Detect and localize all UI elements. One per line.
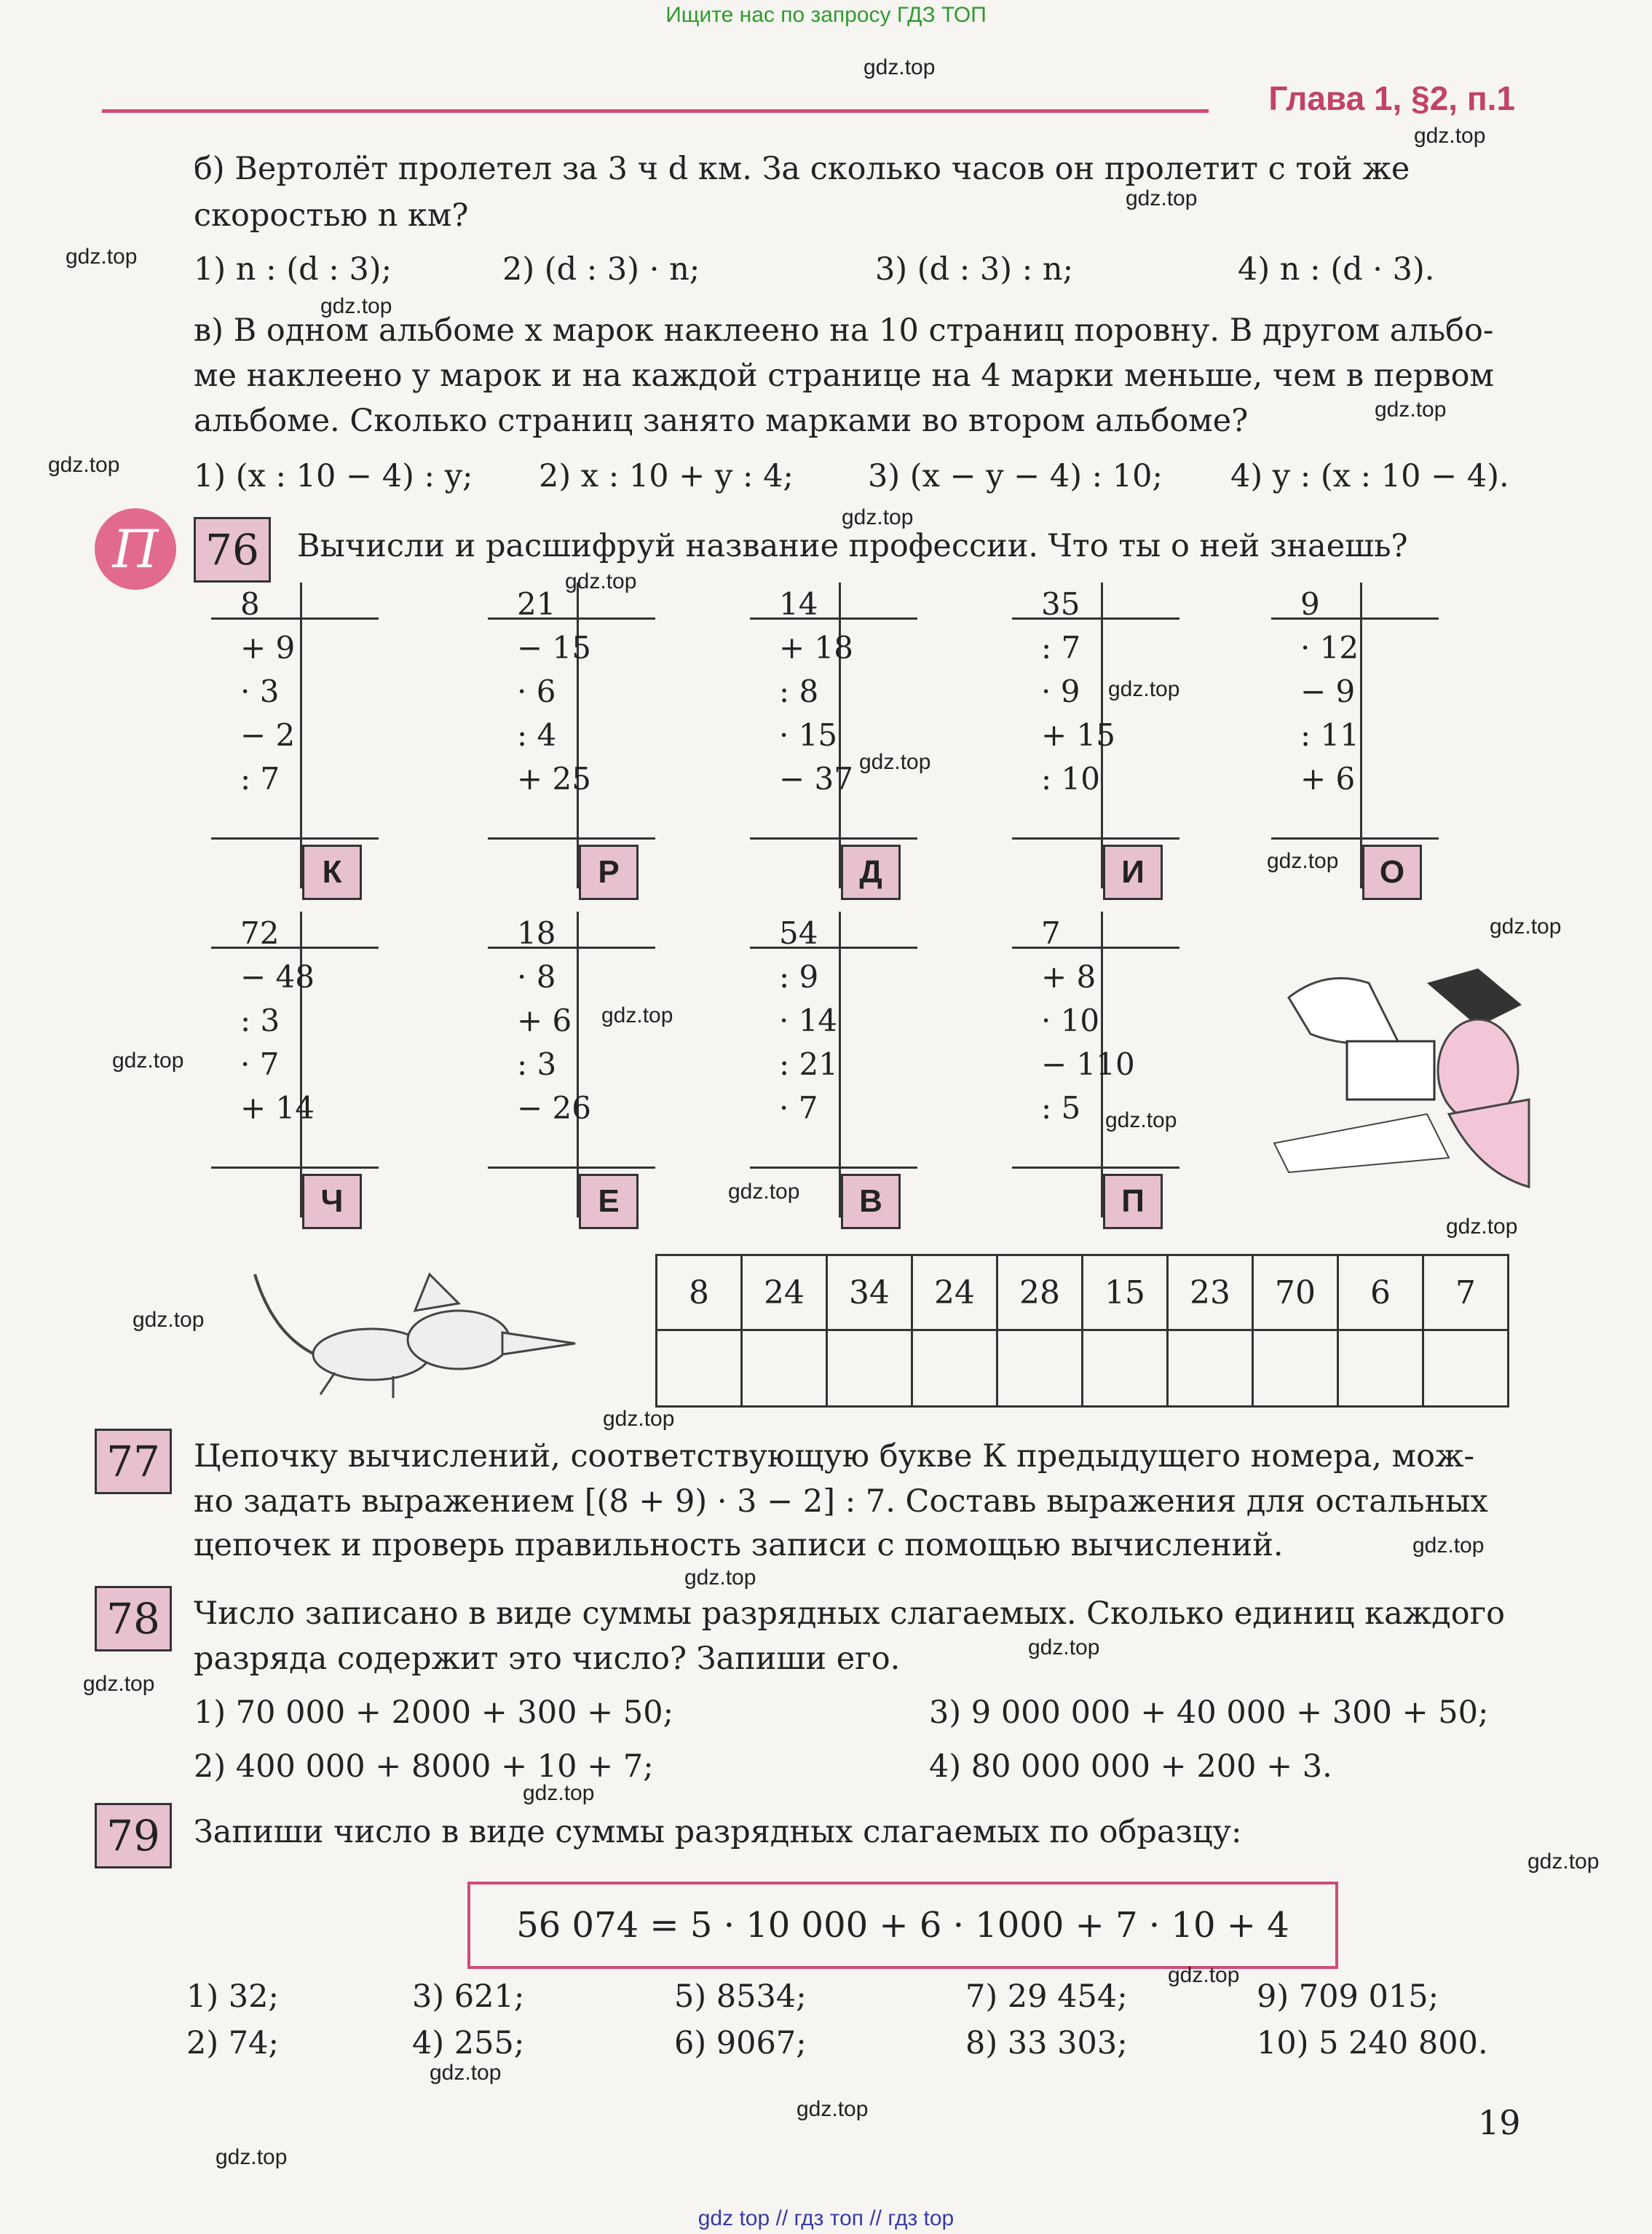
chain-p-letter: П <box>1103 1174 1163 1229</box>
chain-o-letter: О <box>1362 845 1422 900</box>
task-77-line2: но задать выражением [(8 + 9) · 3 − 2] : 7. Составь выражения для остальных <box>194 1483 1488 1520</box>
chain-v-step: 54 <box>779 915 818 951</box>
chain-p <box>1012 912 1179 1276</box>
task-78-number: 78 <box>95 1586 172 1651</box>
watermark: gdz.top <box>1168 1963 1240 1987</box>
chain-i-step: · 9 <box>1041 674 1080 709</box>
watermark: gdz.top <box>1414 124 1486 148</box>
watermark: gdz.top <box>112 1049 184 1073</box>
chain-o-step: − 9 <box>1300 674 1356 709</box>
header-rule <box>102 109 1209 113</box>
answer-number-cell: 28 <box>997 1255 1083 1330</box>
chain-r-step: − 15 <box>517 630 591 666</box>
task-b-opt2: 2) (d : 3) · n; <box>502 251 700 288</box>
watermark: gdz.top <box>603 1407 675 1431</box>
chain-p-step: : 5 <box>1041 1090 1081 1126</box>
chain-o <box>1271 583 1439 947</box>
answer-table <box>655 1254 1509 1408</box>
chain-k-step: 8 <box>240 586 260 622</box>
task-79-item: 6) 9067; <box>674 2025 807 2061</box>
watermark: gdz.top <box>863 55 936 79</box>
answer-number-cell: 23 <box>1168 1255 1253 1330</box>
chain-i-step: : 7 <box>1041 630 1081 666</box>
chain-r-letter: Р <box>579 845 639 900</box>
task-78-line1: Число записано в виде суммы разрядных слагаемых. Сколько единиц каждого <box>194 1595 1506 1632</box>
chain-d-step: 14 <box>779 586 818 622</box>
task-79-number: 79 <box>95 1803 172 1868</box>
chain-o-step: : 11 <box>1300 717 1359 753</box>
watermark: gdz.top <box>1412 1534 1485 1558</box>
task-77-line1: Цепочку вычислений, соответствующую букве К предыдущего номера, мож- <box>194 1438 1475 1475</box>
chain-d-step: + 18 <box>779 630 853 666</box>
task-78-line2: разряда содержит это число? Запиши его. <box>194 1641 901 1677</box>
chain-i-step: 35 <box>1041 586 1080 622</box>
watermark: gdz.top <box>842 505 914 529</box>
chain-v-step: · 7 <box>779 1090 818 1126</box>
chain-p-step: + 8 <box>1041 959 1096 995</box>
chain-e <box>488 912 655 1276</box>
chapter-heading: Глава 1, §2, п.1 <box>1268 79 1515 117</box>
chain-r <box>488 583 655 947</box>
chain-r-step: : 4 <box>517 717 557 753</box>
answer-number-cell: 34 <box>827 1255 912 1330</box>
watermark: gdz.top <box>565 569 637 593</box>
chain-ch-letter: Ч <box>302 1174 362 1229</box>
watermark: gdz.top <box>1108 677 1180 701</box>
task-78-item1: 1) 70 000 + 2000 + 300 + 50; <box>194 1694 674 1731</box>
cat-typewriter-illustration <box>1260 954 1536 1194</box>
task-79-item: 2) 74; <box>186 2025 280 2061</box>
chain-e-step: + 6 <box>517 1003 572 1038</box>
chain-r-step: + 25 <box>517 761 591 797</box>
chain-e-letter: Е <box>579 1174 639 1229</box>
task-v-opt4: 4) y : (x : 10 − 4). <box>1230 458 1509 494</box>
chain-i-step: + 15 <box>1041 717 1115 753</box>
chain-ch-step: + 14 <box>240 1090 315 1126</box>
watermark: gdz.top <box>684 1566 756 1590</box>
watermark: gdz.top <box>1527 1850 1600 1874</box>
task-78-item2: 2) 400 000 + 8000 + 10 + 7; <box>194 1748 654 1785</box>
chain-i-step: : 10 <box>1041 761 1100 797</box>
chain-d-step: · 15 <box>779 717 838 753</box>
chain-d-step: : 8 <box>779 674 819 709</box>
chain-r-step: 21 <box>517 586 556 622</box>
task-76-number: 76 <box>194 517 271 583</box>
sample-expression-box: 56 074 = 5 · 10 000 + 6 · 1000 + 7 · 10 + 4 <box>467 1882 1338 1969</box>
answer-number-cell: 6 <box>1338 1255 1423 1330</box>
task-79-item: 5) 8534; <box>674 1978 807 2015</box>
chain-ch <box>211 912 379 1276</box>
chain-e-step: − 26 <box>517 1090 591 1126</box>
answer-number-cell: 24 <box>742 1255 827 1330</box>
watermark: gdz.top <box>1490 915 1562 939</box>
task-79-item: 1) 32; <box>186 1978 280 2015</box>
task-77-line3: цепочек и проверь правильность записи с помощью вычислений. <box>194 1527 1284 1563</box>
page-number: 19 <box>1478 2103 1521 2142</box>
chain-v-step: : 9 <box>779 959 819 995</box>
answer-number-cell: 15 <box>1083 1255 1168 1330</box>
watermark: gdz.top <box>48 453 120 477</box>
task-78-item3: 3) 9 000 000 + 40 000 + 300 + 50; <box>929 1694 1489 1731</box>
chain-ch-step: − 48 <box>240 959 315 995</box>
chain-ch-step: : 3 <box>240 1003 280 1038</box>
task-77-number: 77 <box>95 1429 172 1494</box>
watermark: gdz.top <box>601 1003 673 1027</box>
task-79-item: 4) 255; <box>412 2025 525 2061</box>
chain-v-step: : 21 <box>779 1046 838 1082</box>
watermark: gdz.top <box>216 2145 288 2169</box>
task-b-opt4: 4) n : (d · 3). <box>1238 251 1435 288</box>
answer-number-cell: 7 <box>1423 1255 1509 1330</box>
top-banner: Ищите нас по запросу ГДЗ ТОП <box>665 3 987 27</box>
chain-ch-step: · 7 <box>240 1046 280 1082</box>
task-v-line1: в) В одном альбоме x марок наклеено на 10 страниц поровну. В другом альбо- <box>194 312 1494 349</box>
task-b-line2: скоростью n км? <box>194 197 469 234</box>
watermark: gdz.top <box>797 2097 869 2121</box>
chain-p-step: · 10 <box>1041 1003 1100 1038</box>
task-79-item: 7) 29 454; <box>965 1978 1128 2015</box>
watermark: gdz.top <box>66 245 138 269</box>
chain-e-step: · 8 <box>517 959 556 995</box>
chain-k <box>211 583 379 947</box>
chain-k-letter: К <box>302 845 362 900</box>
task-v-line3: альбоме. Сколько страниц занято марками во втором альбоме? <box>194 403 1249 439</box>
task-78-item4: 4) 80 000 000 + 200 + 3. <box>929 1748 1332 1785</box>
watermark: gdz.top <box>1267 849 1339 873</box>
chain-p-step: − 110 <box>1041 1046 1135 1082</box>
chain-v-letter: В <box>841 1174 901 1229</box>
task-v-line2: ме наклеено y марок и на каждой странице на 4 марки меньше, чем в первом <box>194 358 1494 394</box>
task-79-item: 8) 33 303; <box>965 2025 1128 2061</box>
chain-o-step: + 6 <box>1300 761 1356 797</box>
task-79-item: 3) 621; <box>412 1978 525 2015</box>
chain-k-step: : 7 <box>240 761 280 797</box>
chain-r-step: · 6 <box>517 674 556 709</box>
chain-v-step: · 14 <box>779 1003 838 1038</box>
watermark: gdz.top <box>430 2061 502 2085</box>
chain-o-step: 9 <box>1300 586 1320 622</box>
task-v-opt1: 1) (x : 10 − 4) : y; <box>194 458 473 494</box>
watermark: gdz.top <box>320 294 392 318</box>
chain-i <box>1012 583 1179 947</box>
task-b-opt1: 1) n : (d : 3); <box>194 251 392 288</box>
chain-d-letter: Д <box>841 845 901 900</box>
chain-k-step: − 2 <box>240 717 296 753</box>
chain-k-step: + 9 <box>240 630 296 666</box>
chain-p-step: 7 <box>1041 915 1061 951</box>
chain-k-step: · 3 <box>240 674 280 709</box>
chain-e-step: : 3 <box>517 1046 557 1082</box>
task-79-item: 10) 5 240 800. <box>1257 2025 1488 2061</box>
chain-o-step: · 12 <box>1300 630 1359 666</box>
watermark: gdz.top <box>1375 398 1447 422</box>
bottom-banner: gdz top // гдз топ // гдз top <box>697 2206 955 2230</box>
watermark: gdz.top <box>1028 1635 1100 1659</box>
chain-i-letter: И <box>1103 845 1163 900</box>
answer-number-cell: 24 <box>912 1255 997 1330</box>
task-v-opt2: 2) x : 10 + y : 4; <box>539 458 794 494</box>
task-79-item: 9) 709 015; <box>1257 1978 1439 2015</box>
chain-ch-step: 72 <box>240 915 280 951</box>
chain-d-step: − 37 <box>779 761 853 797</box>
watermark: gdz.top <box>1446 1215 1518 1239</box>
watermark: gdz.top <box>1105 1108 1177 1132</box>
answer-number-cell: 70 <box>1253 1255 1338 1330</box>
watermark: gdz.top <box>728 1180 800 1204</box>
watermark: gdz.top <box>523 1781 595 1805</box>
task-79-text: Запиши число в виде суммы разрядных слагаемых по образцу: <box>194 1814 1242 1850</box>
task-b-line1: б) Вертолёт пролетел за 3 ч d км. За сколько часов он пролетит с той же <box>194 151 1410 187</box>
answer-number-cell: 8 <box>657 1255 742 1330</box>
chain-e-step: 18 <box>517 915 556 951</box>
task-b-opt3: 3) (d : 3) : n; <box>875 251 1074 288</box>
watermark: gdz.top <box>859 750 931 774</box>
chain-v <box>750 912 917 1276</box>
task-76-text: Вычисли и расшифруй название профессии. Что ты о ней знаешь? <box>297 528 1408 564</box>
watermark: gdz.top <box>83 1672 155 1696</box>
watermark: gdz.top <box>1126 186 1198 210</box>
mouse-illustration <box>248 1260 590 1405</box>
problem-badge: П <box>95 508 176 590</box>
answer-letter-cell <box>657 1330 742 1407</box>
watermark: gdz.top <box>133 1308 205 1332</box>
task-v-opt3: 3) (x − y − 4) : 10; <box>868 458 1163 494</box>
